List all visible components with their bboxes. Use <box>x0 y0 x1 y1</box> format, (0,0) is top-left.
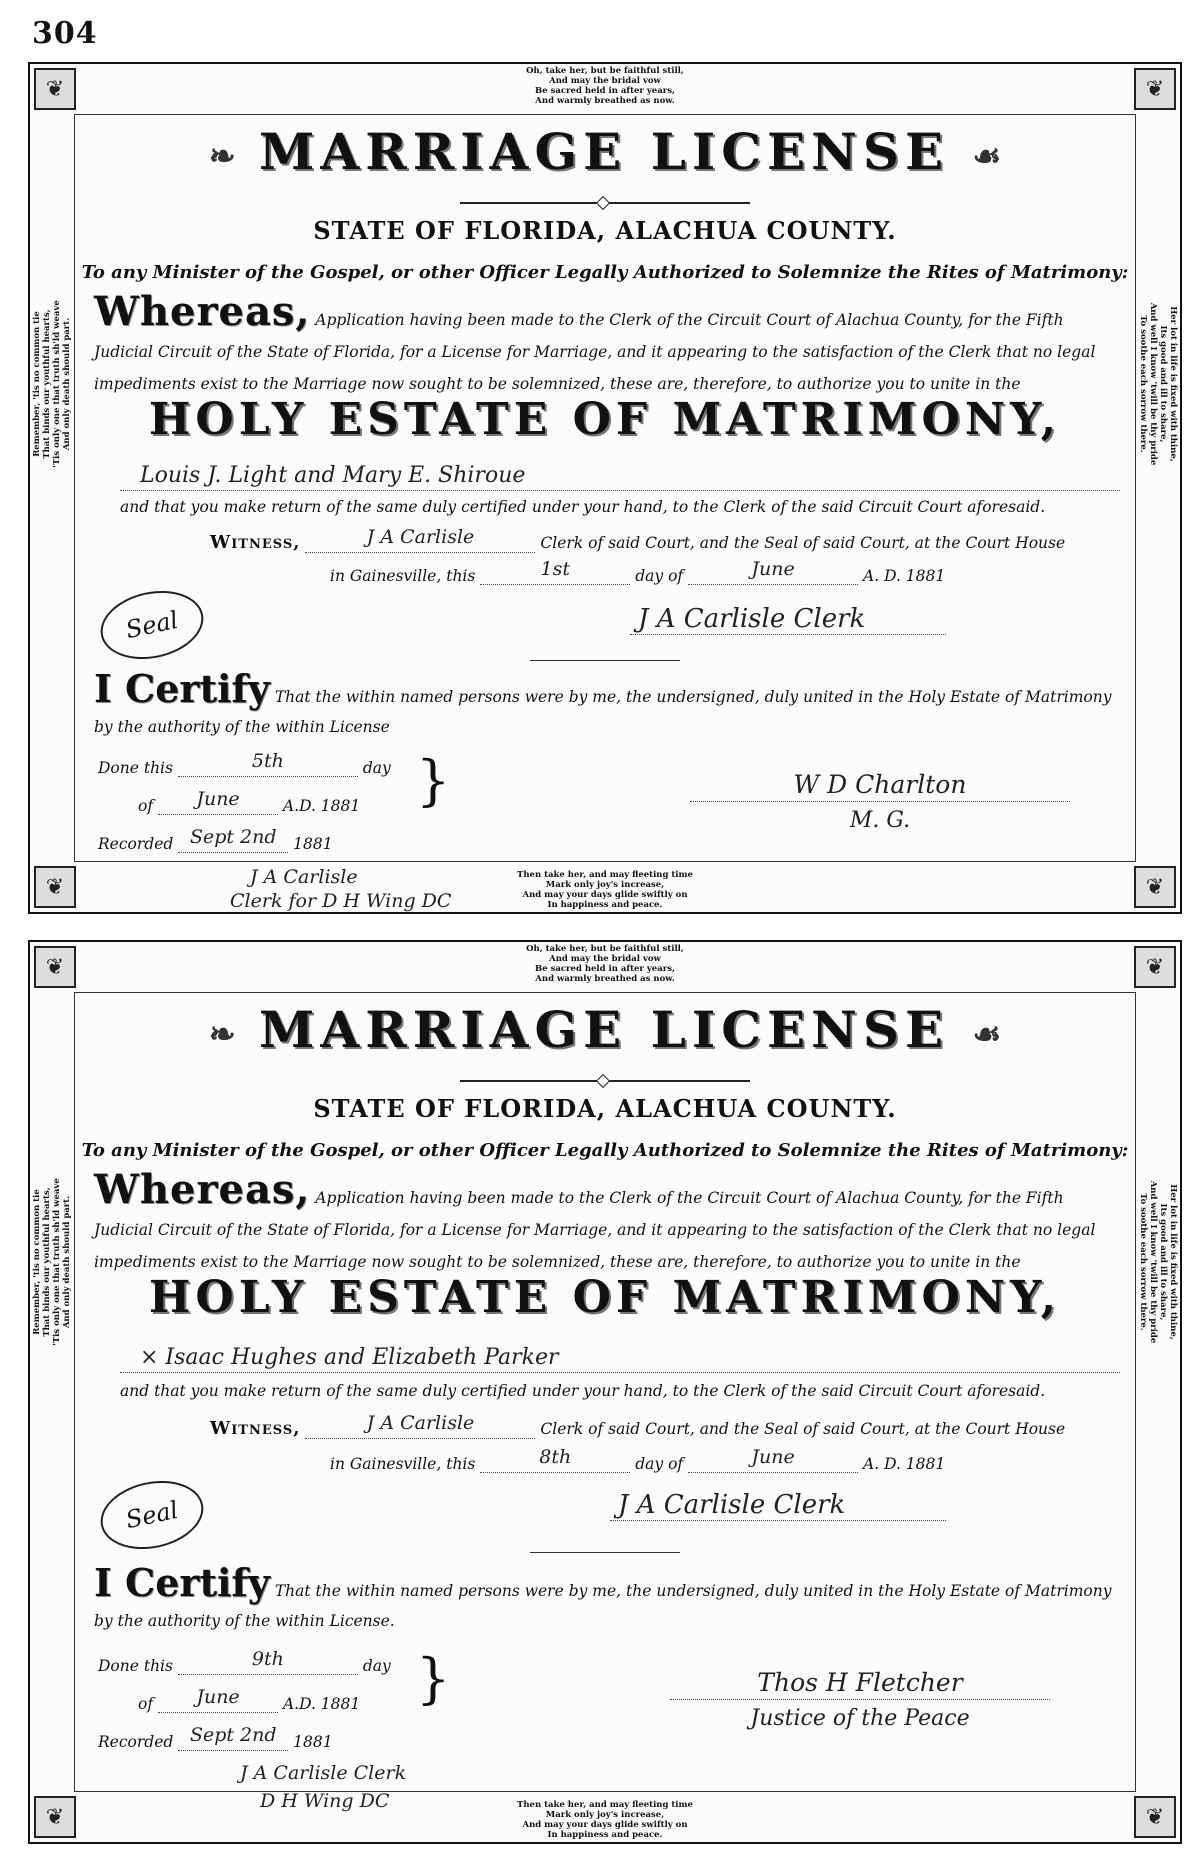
done-block: Done this 9th day of June A.D. 1881 Recorded Sept 2nd 1881 } <box>98 1647 451 1751</box>
flourish-icon: ❧ <box>208 137 236 175</box>
verse-top: Oh, take her, but be faithful still, And may the bridal vow Be sacred held in after years, And warmly breathed as now. <box>526 944 684 984</box>
flourish-icon: ☙ <box>972 137 1002 175</box>
whereas-paragraph <box>94 1166 1120 1278</box>
corner-ornament-icon: ❦ <box>34 68 76 110</box>
certify-text: That the within named persons were by me, the undersigned, duly united in the Holy Estate of Matrimony by the authority of the within License. <box>94 1582 1112 1630</box>
page-number: 304 <box>32 16 98 51</box>
issue-month: June <box>688 1446 858 1473</box>
witness-row <box>210 1412 1120 1439</box>
whereas-text: Application having been made to the Clerk of the Circuit Court of Alachua County, for the Fifth Judicial Circuit of the State of Florida, for a License for Marriage, and it appearing to the satisfaction of the Clerk that no legal impediments exist to the Marriage now sought to be solemnized, these are, therefore, to authorize you to unite in the <box>94 311 1096 393</box>
verse-bottom: Then take her, and may fleeting time Mark only joy's increase, And may your days glide swiftly on In happiness and peace. <box>517 870 693 910</box>
issue-day: 8th <box>480 1446 630 1473</box>
witness-word: Witness, <box>210 532 301 553</box>
witness-text: Clerk of said Court, and the Seal of said Court, at the Court House <box>540 534 1066 552</box>
flourish-icon: ❧ <box>208 1015 236 1053</box>
marriage-license-1 <box>28 62 1182 914</box>
certify-text: That the within named persons were by me, the undersigned, duly united in the Holy Estate of Matrimony by the authority of the within License <box>94 688 1112 736</box>
witness-text: Clerk of said Court, and the Seal of said Court, at the Court House <box>540 1420 1066 1438</box>
witness-signature: J A Carlisle <box>305 1412 535 1439</box>
certify-paragraph <box>94 666 1120 742</box>
witness-signature: J A Carlisle <box>305 526 535 553</box>
recorded-year: 1881 <box>293 1733 333 1751</box>
corner-ornament-icon: ❦ <box>34 866 76 908</box>
officiant-block <box>690 770 1070 833</box>
recorded-signature: J A Carlisle Clerk <box>240 1762 407 1784</box>
state-county-heading: STATE OF FLORIDA, ALACHUA COUNTY. <box>313 1094 897 1123</box>
recorded-date: Sept 2nd <box>178 826 288 853</box>
corner-ornament-icon: ❦ <box>1134 1796 1176 1838</box>
whereas-word: Whereas, <box>94 1166 311 1213</box>
couple-names: × Isaac Hughes and Elizabeth Parker <box>140 1345 559 1370</box>
holy-estate-heading: HOLY ESTATE OF MATRIMONY, <box>148 394 1062 445</box>
witness-row <box>210 526 1120 553</box>
verse-top: Oh, take her, but be faithful still, And may the bridal vow Be sacred held in after years, And warmly breathed as now. <box>526 66 684 106</box>
issue-year: A. D. 1881 <box>863 1455 946 1473</box>
done-ad: A.D. 1881 <box>282 797 361 815</box>
done-day: 5th <box>178 750 358 777</box>
certify-word: I Certify <box>94 666 270 711</box>
done-month: June <box>158 1686 278 1713</box>
recorded-date: Sept 2nd <box>178 1724 288 1751</box>
done-ad: A.D. 1881 <box>282 1695 361 1713</box>
corner-ornament-icon: ❦ <box>1134 946 1176 988</box>
issue-year: A. D. 1881 <box>863 567 946 585</box>
marriage-license-2 <box>28 940 1182 1844</box>
return-text: and that you make return of the same duly certified under your hand, to the Clerk of the said Circuit Court aforesaid. <box>120 1382 1046 1400</box>
divider-rule <box>530 1552 680 1553</box>
corner-ornament-icon: ❦ <box>34 1796 76 1838</box>
couple-names: Louis J. Light and Mary E. Shiroue <box>140 463 526 488</box>
officiant-signature: W D Charlton <box>690 770 1070 802</box>
whereas-word: Whereas, <box>94 288 311 335</box>
done-block: Done this 5th day of June A.D. 1881 Recorded Sept 2nd 1881 } <box>98 749 451 853</box>
issue-month: June <box>688 558 858 585</box>
officiant-title: M. G. <box>849 808 911 833</box>
whereas-paragraph <box>94 288 1120 400</box>
seal-stamp: Seal <box>94 1472 209 1558</box>
verse-right: Her lot in life is fixed with thine, Its good and ill to share, And well I know 'twill be thy pride To soothe each sorrow there. <box>1138 1180 1178 1344</box>
license-title: ❧ MARRIAGE LICENSE ☙ <box>208 1000 1002 1059</box>
corner-ornament-icon: ❦ <box>1134 68 1176 110</box>
names-line <box>120 456 1120 491</box>
recorded-signature-deputy: Clerk for D H Wing DC <box>230 890 452 912</box>
issue-day: 1st <box>480 558 630 585</box>
certify-paragraph <box>94 1560 1120 1636</box>
salutation: To any Minister of the Gospel, or other Officer Legally Authorized to Solemnize the Rites of Matrimony: <box>81 262 1129 283</box>
recorded-signature-deputy: D H Wing DC <box>260 1790 390 1812</box>
verse-right: Her lot in life is fixed with thine, Its good and ill to share, And well I know 'twill be thy pride To soothe each sorrow there. <box>1138 302 1178 466</box>
ornamental-rule <box>460 1080 750 1082</box>
done-month: June <box>158 788 278 815</box>
witness-word: Witness, <box>210 1418 301 1439</box>
date-row: in Gainesville, this 1st day of June A. D. 1881 <box>330 558 946 585</box>
date-row: in Gainesville, this 8th day of June A. D. 1881 <box>330 1446 946 1473</box>
recorded-year: 1881 <box>293 835 333 853</box>
brace-icon: } <box>416 749 451 812</box>
recorded-signature: J A Carlisle <box>250 866 358 888</box>
officiant-block <box>670 1668 1050 1731</box>
verse-left: Remember, 'tis no common tie That binds our youthful hearts, 'Tis only one that truth sh'ld weave And only death should part. <box>32 1178 72 1346</box>
clerk-signature: J A Carlisle Clerk <box>610 1490 946 1521</box>
clerk-signature: J A Carlisle Clerk <box>630 604 946 635</box>
ornamental-rule <box>460 202 750 204</box>
seal-stamp: Seal <box>94 582 209 668</box>
done-day: 9th <box>178 1648 358 1675</box>
officiant-signature: Thos H Fletcher <box>670 1668 1050 1700</box>
certify-word: I Certify <box>94 1560 270 1605</box>
corner-ornament-icon: ❦ <box>1134 866 1176 908</box>
return-text: and that you make return of the same duly certified under your hand, to the Clerk of the said Circuit Court aforesaid. <box>120 498 1046 516</box>
verse-left: Remember, 'tis no common tie That binds our youthful hearts, 'Tis only one that truth sh'ld weave And only death should part. <box>32 300 72 468</box>
state-county-heading: STATE OF FLORIDA, ALACHUA COUNTY. <box>313 216 897 245</box>
whereas-text: Application having been made to the Clerk of the Circuit Court of Alachua County, for the Fifth Judicial Circuit of the State of Florida, for a License for Marriage, and it appearing to the satisfaction of the Clerk that no legal impediments exist to the Marriage now sought to be solemnized, these are, therefore, to authorize you to unite in the <box>94 1189 1096 1271</box>
divider-rule <box>530 660 680 661</box>
corner-ornament-icon: ❦ <box>34 946 76 988</box>
license-title: ❧ MARRIAGE LICENSE ☙ <box>208 122 1002 181</box>
officiant-title: Justice of the Peace <box>750 1706 970 1731</box>
verse-bottom: Then take her, and may fleeting time Mark only joy's increase, And may your days glide swiftly on In happiness and peace. <box>517 1800 693 1840</box>
holy-estate-heading: HOLY ESTATE OF MATRIMONY, <box>148 1272 1062 1323</box>
names-line <box>120 1338 1120 1373</box>
brace-icon: } <box>416 1647 451 1710</box>
salutation: To any Minister of the Gospel, or other Officer Legally Authorized to Solemnize the Rites of Matrimony: <box>81 1140 1129 1161</box>
flourish-icon: ☙ <box>972 1015 1002 1053</box>
